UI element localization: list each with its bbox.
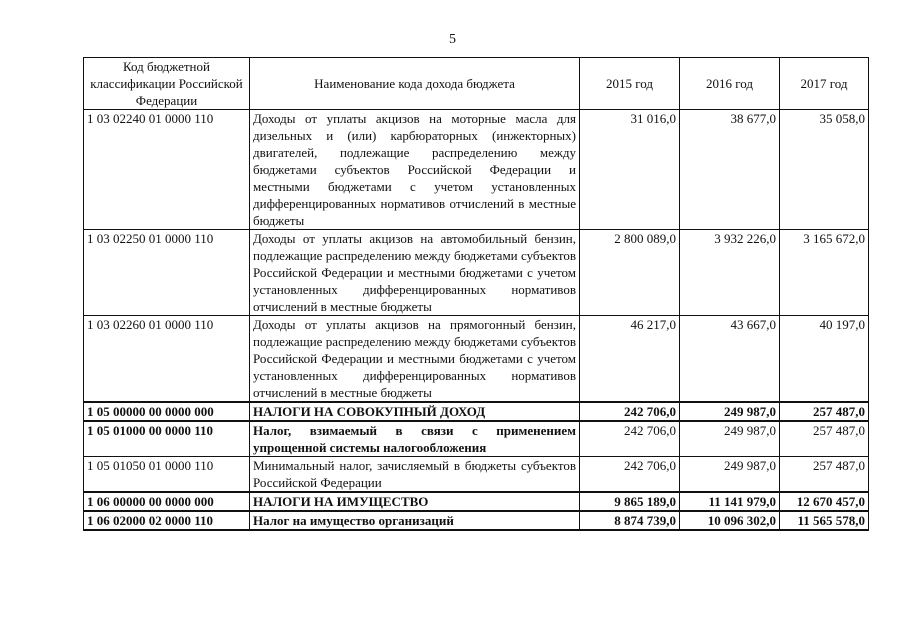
table-row xyxy=(84,457,869,493)
row-name: Минимальный налог, зачисляемый в бюджеты субъектов Российской Федерации xyxy=(250,457,580,493)
row-2016: 249 987,0 xyxy=(680,457,780,493)
row-name: НАЛОГИ НА ИМУЩЕСТВО xyxy=(250,492,580,511)
row-name: НАЛОГИ НА СОВОКУПНЫЙ ДОХОД xyxy=(250,402,580,421)
row-2017: 12 670 457,0 xyxy=(780,492,869,511)
row-2017: 35 058,0 xyxy=(780,110,869,230)
row-2016: 3 932 226,0 xyxy=(680,230,780,316)
row-code: 1 06 02000 02 0000 110 xyxy=(84,511,250,530)
row-2017: 40 197,0 xyxy=(780,316,869,403)
row-2015: 46 217,0 xyxy=(580,316,680,403)
row-2015: 2 800 089,0 xyxy=(580,230,680,316)
row-2016: 249 987,0 xyxy=(680,421,780,457)
row-2015: 31 016,0 xyxy=(580,110,680,230)
row-name: Налог, взимаемый в связи с применением упрощенной системы налогообложения xyxy=(250,421,580,457)
row-code: 1 05 01050 01 0000 110 xyxy=(84,457,250,493)
table-row xyxy=(84,316,869,403)
row-2015: 242 706,0 xyxy=(580,421,680,457)
row-2017: 257 487,0 xyxy=(780,457,869,493)
table-header-row xyxy=(84,58,869,110)
row-2017: 11 565 578,0 xyxy=(780,511,869,530)
row-2017: 257 487,0 xyxy=(780,421,869,457)
header-2017: 2017 год xyxy=(780,58,869,110)
revenue-table xyxy=(83,57,869,531)
page-number: 5 xyxy=(449,32,456,47)
row-name: Налог на имущество организаций xyxy=(250,511,580,530)
row-2017: 257 487,0 xyxy=(780,402,869,421)
row-code: 1 03 02240 01 0000 110 xyxy=(84,110,250,230)
table-row-subtotal xyxy=(84,421,869,457)
row-2015: 9 865 189,0 xyxy=(580,492,680,511)
header-2015: 2015 год xyxy=(580,58,680,110)
header-code: Код бюджетной классификации Российской Федерации xyxy=(84,58,250,110)
row-2015: 8 874 739,0 xyxy=(580,511,680,530)
table-row xyxy=(84,110,869,230)
table-row xyxy=(84,230,869,316)
row-code: 1 03 02260 01 0000 110 xyxy=(84,316,250,403)
row-code: 1 05 00000 00 0000 000 xyxy=(84,402,250,421)
row-2016: 43 667,0 xyxy=(680,316,780,403)
header-2016: 2016 год xyxy=(680,58,780,110)
row-2016: 11 141 979,0 xyxy=(680,492,780,511)
row-2016: 38 677,0 xyxy=(680,110,780,230)
row-name: Доходы от уплаты акцизов на автомобильный бензин, подлежащие распределению между бюджетами субъектов Российской Федерации и местными бюджетами с учетом установленных дифференцированных нормативов отчислений в местные бюджеты xyxy=(250,230,580,316)
row-2017: 3 165 672,0 xyxy=(780,230,869,316)
table-row-total xyxy=(84,402,869,421)
row-code: 1 05 01000 00 0000 110 xyxy=(84,421,250,457)
row-2015: 242 706,0 xyxy=(580,457,680,493)
row-2015: 242 706,0 xyxy=(580,402,680,421)
table-row-subtotal xyxy=(84,511,869,530)
table-row-total xyxy=(84,492,869,511)
row-name: Доходы от уплаты акцизов на прямогонный бензин, подлежащие распределению между бюджетами субъектов Российской Федерации и местными бюджетами с учетом установленных дифференцированных нормативов отчислений в местные бюджеты xyxy=(250,316,580,403)
row-name: Доходы от уплаты акцизов на моторные масла для дизельных и (или) карбюраторных (инжекторных) двигателей, подлежащие распределению между бюджетами субъектов Российской Федерации и местными бюджетами с учетом установленных дифференцированных нормативов отчислений в местные бюджеты xyxy=(250,110,580,230)
row-2016: 249 987,0 xyxy=(680,402,780,421)
row-2016: 10 096 302,0 xyxy=(680,511,780,530)
row-code: 1 03 02250 01 0000 110 xyxy=(84,230,250,316)
row-code: 1 06 00000 00 0000 000 xyxy=(84,492,250,511)
header-name: Наименование кода дохода бюджета xyxy=(250,58,580,110)
